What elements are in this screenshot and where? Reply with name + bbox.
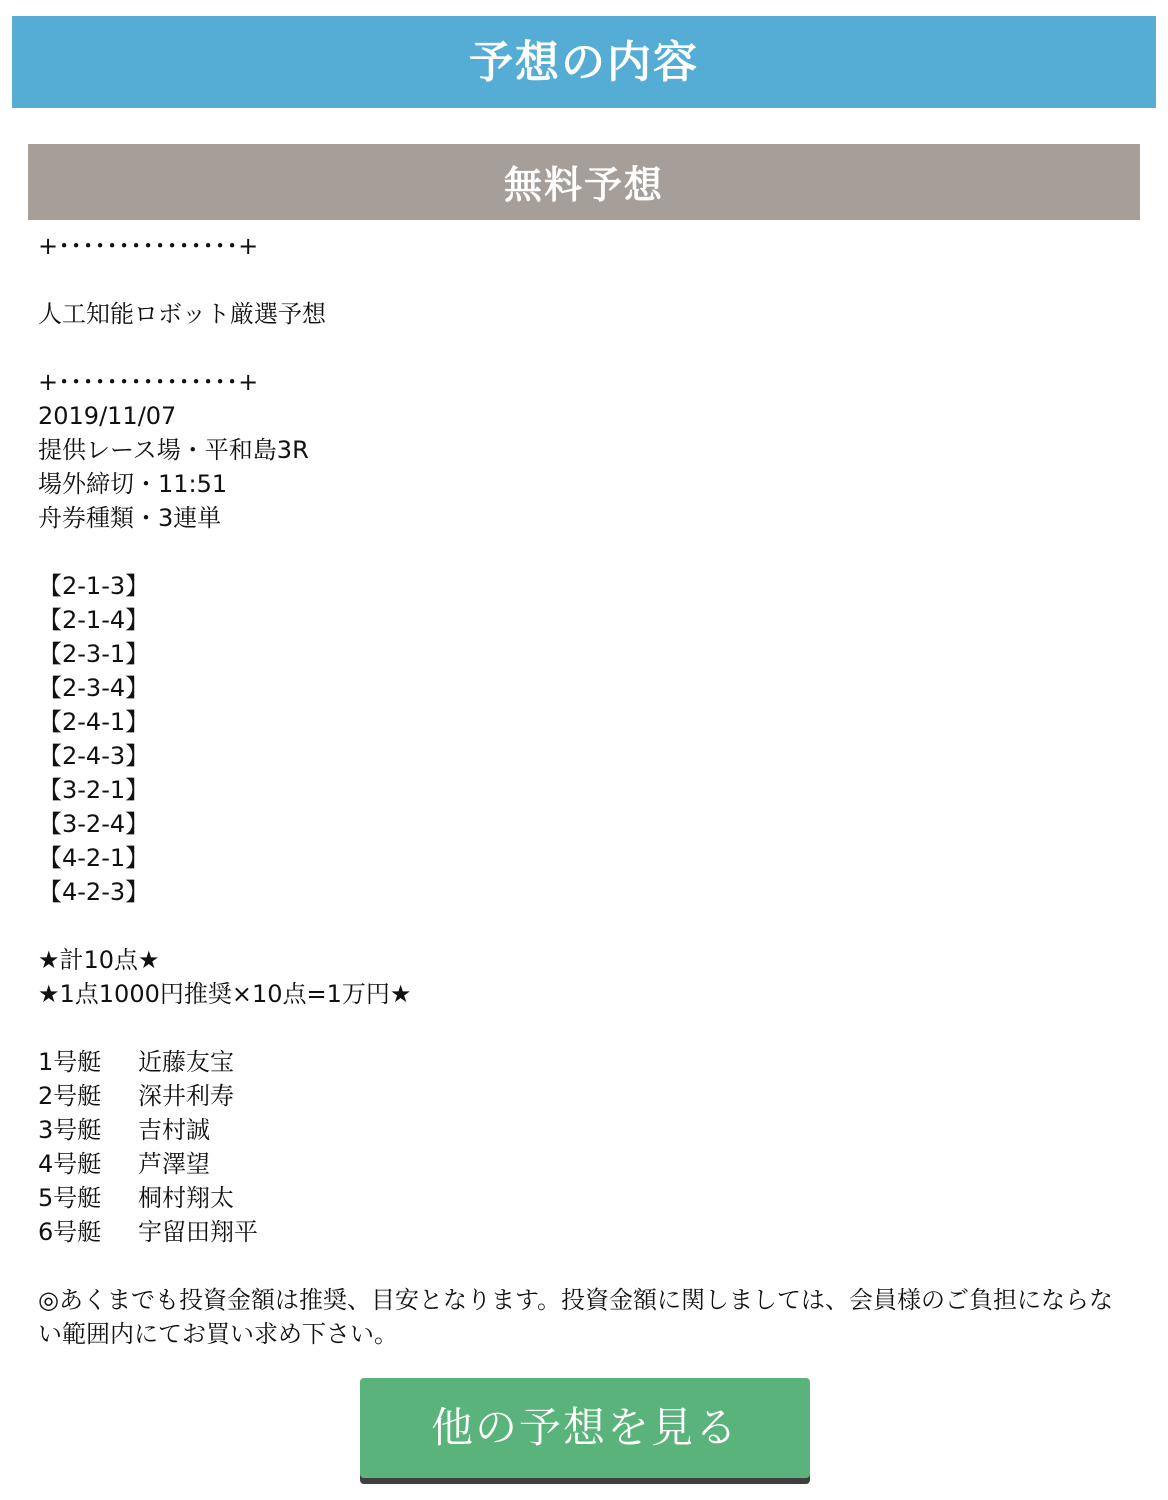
- pick-item: 【2-4-3】: [38, 742, 150, 770]
- pick-item: 【3-2-4】: [38, 810, 150, 838]
- boat-number: 5号艇: [38, 1184, 102, 1212]
- total-points: ★計10点★: [38, 946, 160, 974]
- rider-row: [38, 1045, 1128, 1079]
- rider-row: [38, 1079, 1128, 1113]
- race-date: 2019/11/07: [38, 402, 177, 430]
- pick-item: 【4-2-1】: [38, 844, 150, 872]
- ticket-type: 舟券種類・3連単: [38, 504, 222, 532]
- rider-name: 吉村誠: [138, 1116, 210, 1144]
- boat-number: 1号艇: [38, 1048, 102, 1076]
- pick-item: 【2-3-4】: [38, 674, 150, 702]
- rider-name: 宇留田翔平: [138, 1218, 258, 1246]
- rider-row: [38, 1147, 1128, 1181]
- pick-item: 【3-2-1】: [38, 776, 150, 804]
- rider-name: 深井利寿: [138, 1082, 234, 1110]
- pick-item: 【2-3-1】: [38, 640, 150, 668]
- race-deadline: 場外締切・11:51: [38, 470, 228, 498]
- rider-row: [38, 1215, 1128, 1249]
- boat-number: 4号艇: [38, 1150, 102, 1178]
- rider-list: [38, 1045, 1128, 1249]
- investment-note: ◎あくまでも投資金額は推奨、目安となります。投資金額に関しましては、会員様のご負担にならない範囲内にてお買い求め下さい。: [38, 1286, 1114, 1348]
- page-title: 予想の内容: [469, 37, 699, 88]
- page-header: [12, 16, 1156, 108]
- rider-name: 桐村翔太: [138, 1184, 234, 1212]
- divider-top: +･･･････････････+: [38, 232, 259, 260]
- plan-name: 人工知能ロボット厳選予想: [38, 300, 326, 328]
- pick-item: 【2-4-1】: [38, 708, 150, 736]
- boat-number: 6号艇: [38, 1218, 102, 1246]
- pick-item: 【2-1-4】: [38, 606, 150, 634]
- button-label: 他の予想を見る: [430, 1403, 739, 1452]
- section-title: 無料予想: [503, 163, 664, 207]
- view-other-predictions-button[interactable]: [360, 1378, 810, 1478]
- rider-row: [38, 1113, 1128, 1147]
- section-header: [28, 144, 1140, 220]
- divider-bottom: +･･･････････････+: [38, 368, 259, 396]
- rider-name: 近藤友宝: [138, 1048, 234, 1076]
- rider-name: 芦澤望: [138, 1150, 210, 1178]
- stake-recommendation: ★1点1000円推奨×10点=1万円★: [38, 980, 412, 1008]
- pick-list: [38, 569, 1128, 909]
- pick-item: 【2-1-3】: [38, 572, 150, 600]
- boat-number: 2号艇: [38, 1082, 102, 1110]
- rider-row: [38, 1181, 1128, 1215]
- pick-item: 【4-2-3】: [38, 878, 150, 906]
- prediction-content: [38, 229, 1128, 1351]
- boat-number: 3号艇: [38, 1116, 102, 1144]
- race-venue: 提供レース場・平和島3R: [38, 436, 309, 464]
